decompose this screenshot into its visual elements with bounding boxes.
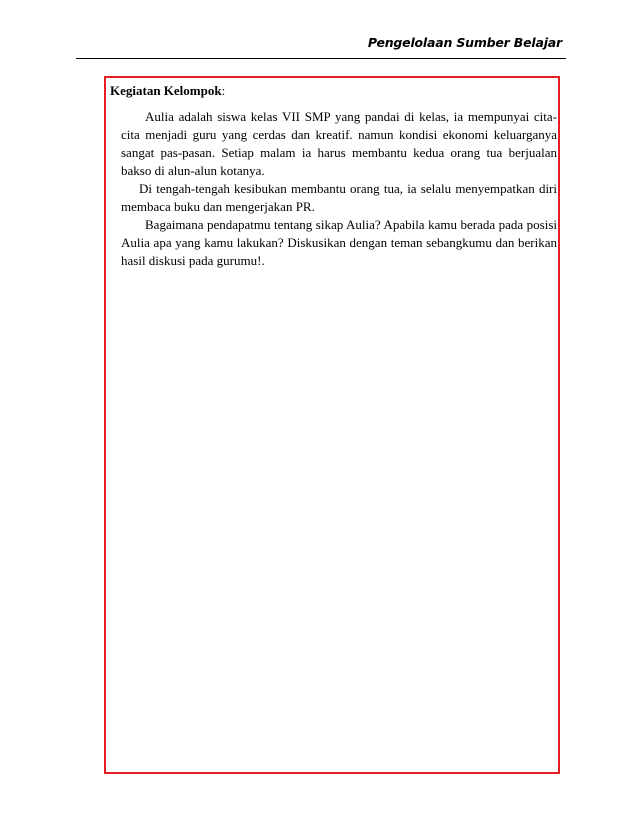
activity-heading-label: Kegiatan Kelompok (110, 83, 222, 98)
header-divider (76, 58, 566, 59)
activity-paragraph-1: Aulia adalah siswa kelas VII SMP yang pandai di kelas, ia mempunyai cita-cita menjadi guru yang cerdas dan kreatif. namun kondisi ekonomi keluarganya sangat pas-pasan. Setiap malam ia harus membantu kedua orang tua berjualan bakso di alun-alun kotanya. (121, 109, 557, 178)
activity-paragraph-3: Bagaimana pendapatmu tentang sikap Aulia? Apabila kamu berada pada posisi Aulia apa yang kamu lakukan? Diskusikan dengan teman sebangkumu dan berikan hasil diskusi pada gurumu!. (121, 217, 557, 268)
activity-heading-colon: : (221, 83, 226, 98)
activity-body (121, 108, 557, 270)
activity-paragraph-2: Di tengah-tengah kesibukan membantu orang tua, ia selalu menyempatkan diri membaca buku dan mengerjakan PR. (121, 181, 557, 214)
running-header-title: Pengelolaan Sumber Belajar (367, 35, 562, 50)
activity-heading (110, 83, 225, 99)
